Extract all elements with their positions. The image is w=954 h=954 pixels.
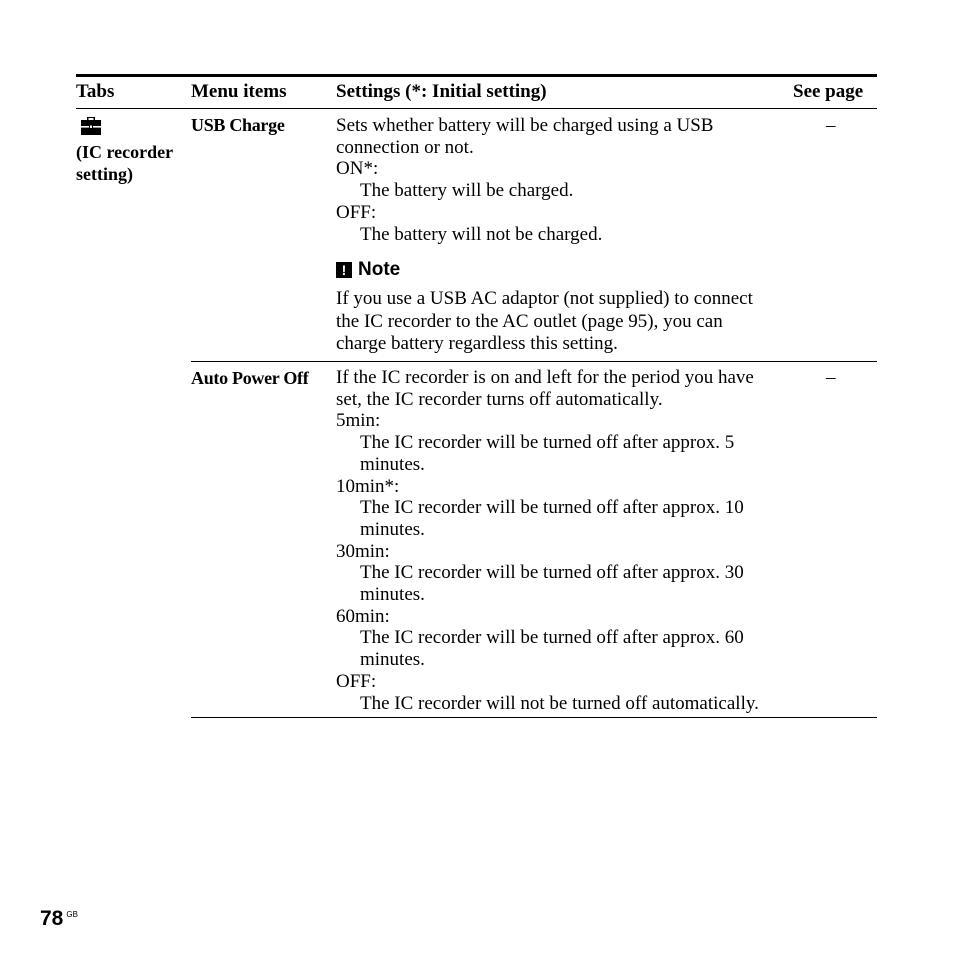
settings-option-label: 60min: [336,605,390,627]
note-title: Note [358,259,401,280]
header-see-page: See page [793,81,864,102]
menu-item-usb-charge: USB Charge [191,115,285,135]
settings-option-label: 30min: [336,540,390,562]
see-page-auto-power-off: – [826,367,836,388]
note-body [336,288,753,356]
tab-label [76,141,173,185]
settings-line: connection or not. [336,136,474,158]
page-number [40,906,78,932]
settings-line: If the IC recorder is on and left for the period you have [336,367,754,388]
settings-line: set, the IC recorder turns off automatically. [336,388,663,410]
note-heading [336,258,400,282]
toolbox-icon [80,117,102,136]
settings-option-label: 5min: [336,410,381,432]
settings-option-desc: The IC recorder will be turned off after approx. 60 [360,627,744,649]
settings-option-desc: The IC recorder will be turned off after approx. 5 [360,432,735,454]
note-icon: ! [336,262,352,278]
settings-option-label: ON*: [336,158,379,180]
settings-auto-power-off [336,367,806,714]
settings-option-desc: The IC recorder will be turned off after approx. 10 [360,497,744,519]
page-region-code: GB [66,910,78,919]
tab-label-line2: setting) [76,164,133,184]
settings-option-desc: minutes. [360,453,425,475]
settings-option-label: OFF: [336,201,377,223]
settings-option-label: 10min*: [336,475,400,497]
note-line: charge battery regardless this setting. [336,333,618,354]
page-number-value: 78 [40,907,64,930]
menu-item-auto-power-off: Auto Power Off [191,368,309,388]
settings-usb-charge [336,115,806,245]
settings-option-desc: The IC recorder will not be turned off automatically. [360,692,759,714]
settings-option-desc: minutes. [360,584,425,606]
table-header-rule [76,108,877,109]
header-settings: Settings (*: Initial setting) [336,81,547,102]
table-bottom-rule [191,717,877,718]
header-menu-items: Menu items [191,81,287,102]
settings-line: Sets whether battery will be charged using a USB [336,115,714,136]
settings-option-desc: The battery will not be charged. [360,223,603,245]
settings-option-desc: minutes. [360,649,425,671]
settings-option-desc: minutes. [360,518,425,540]
table-row-divider [191,361,877,362]
settings-option-desc: The battery will be charged. [360,180,574,202]
note-line: If you use a USB AC adaptor (not supplied) to connect [336,288,753,309]
settings-option-desc: The IC recorder will be turned off after approx. 30 [360,562,744,584]
note-line: the IC recorder to the AC outlet (page 95), you can [336,310,723,332]
table-top-rule [76,74,877,77]
settings-option-label: OFF: [336,670,377,692]
tab-label-line1: (IC recorder [76,142,174,162]
header-tabs: Tabs [76,81,115,102]
see-page-usb-charge: – [826,115,836,136]
